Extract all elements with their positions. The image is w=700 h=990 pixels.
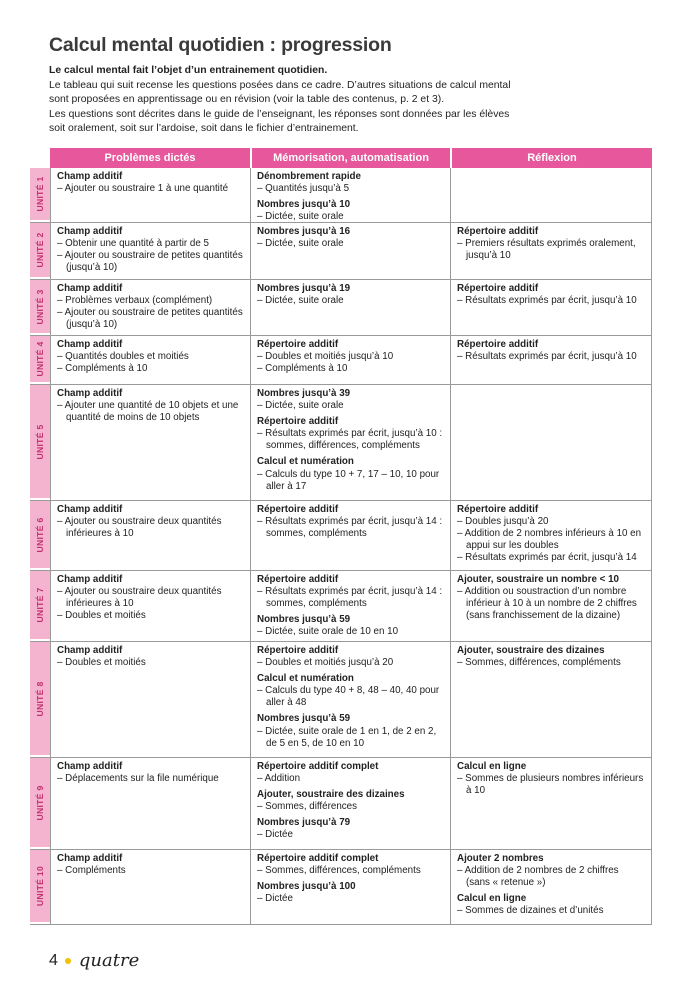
table-row <box>30 642 652 758</box>
group-heading: Calcul et numération <box>257 673 354 685</box>
list-item: – Compléments à 10 <box>257 363 348 375</box>
group-heading: Ajouter, soustraire des dizaines <box>257 789 405 801</box>
content-group <box>57 171 244 195</box>
list-item: – Sommes, différences <box>257 801 358 813</box>
list-item: – Calculs du type 10 + 7, 17 – 10, 10 pour aller à 17 <box>257 468 440 492</box>
group-heading: Champ additif <box>57 853 123 864</box>
table-row <box>30 758 652 850</box>
group-heading: Nombres jusqu’à 19 <box>257 283 351 294</box>
list-item: – Dictée, suite orale <box>257 211 344 223</box>
list-item: – Dictée, suite orale <box>257 400 344 412</box>
content-group <box>257 614 444 638</box>
intro-line: soit oralement, soit sur l’ardoise, soit dans le fichier d’entrainement. <box>49 123 359 135</box>
list-item: – Quantités jusqu’à 5 <box>257 183 350 195</box>
problemes-cell <box>50 571 250 641</box>
group-heading: Nombres jusqu’à 79 <box>257 817 351 829</box>
content-group <box>257 761 444 785</box>
list-item: – Ajouter ou soustraire de petites quantités (jusqu’à 10) <box>57 307 243 331</box>
unit-label-cell <box>30 850 50 924</box>
reflexion-cell <box>450 168 652 222</box>
list-item: – Sommes, différences, compléments <box>257 865 421 877</box>
problemes-cell <box>50 642 250 757</box>
list-item: – Dictée, suite orale de 1 en 1, de 2 en 2, de 5 en 5, de 10 en 10 <box>257 725 437 749</box>
group-heading: Nombres jusqu’à 100 <box>257 881 356 893</box>
content-group <box>57 226 244 274</box>
list-item: – Calculs du type 40 + 8, 48 – 40, 40 pour aller à 48 <box>257 685 440 709</box>
list-item: – Doubles et moitiés jusqu’à 10 <box>257 351 394 363</box>
unit-label-cell <box>30 223 50 279</box>
list-item: – Résultats exprimés par écrit, jusqu’à 10 <box>457 351 637 363</box>
table-row <box>30 501 652 571</box>
reflexion-cell <box>450 280 652 335</box>
table-row <box>30 850 652 925</box>
problemes-cell <box>50 758 250 849</box>
unit-label: UNITÉ 4 <box>35 341 45 377</box>
unit-label: UNITÉ 9 <box>35 784 45 821</box>
unit-label-cell <box>30 336 50 384</box>
reflexion-cell <box>450 758 652 849</box>
intro-paragraph <box>49 64 529 137</box>
header-reflexion: Réflexion <box>450 148 652 168</box>
content-group <box>457 504 645 564</box>
group-heading: Calcul et numération <box>257 456 354 468</box>
content-group <box>57 283 244 331</box>
content-group <box>257 853 444 877</box>
list-item: – Ajouter ou soustraire de petites quantités (jusqu’à 10) <box>57 250 243 274</box>
list-item: – Résultats exprimés par écrit, jusqu’à 14 : sommes, compléments <box>257 586 443 610</box>
header-memorisation: Mémorisation, automatisation <box>250 148 450 168</box>
list-item: – Doubles et moitiés <box>57 657 146 669</box>
unit-label: UNITÉ 8 <box>35 680 45 717</box>
list-item: – Dictée <box>257 829 293 841</box>
unit-label: UNITÉ 7 <box>35 587 45 623</box>
problemes-cell <box>50 385 250 500</box>
group-heading: Répertoire additif <box>457 226 539 237</box>
group-heading: Ajouter, soustraire des dizaines <box>457 645 605 656</box>
header-problemes-dictes: Problèmes dictés <box>104 152 196 164</box>
content-group <box>57 761 244 785</box>
list-item: – Dictée <box>257 893 293 905</box>
group-heading: Répertoire additif complet <box>257 761 379 772</box>
group-heading: Nombres jusqu’à 59 <box>257 713 351 725</box>
reflexion-cell <box>450 850 652 924</box>
bullet-dot-icon <box>65 958 71 964</box>
list-item: – Résultats exprimés par écrit, jusqu’à 10 <box>457 295 637 307</box>
table-row <box>30 571 652 642</box>
intro-line: sont proposées en apprentissage ou en révision (voir la table des contenus, p. 2 et 3). <box>49 94 445 106</box>
group-heading: Champ additif <box>57 339 123 350</box>
group-heading: Dénombrement rapide <box>257 171 361 182</box>
content-group <box>257 645 444 669</box>
group-heading: Champ additif <box>57 388 123 399</box>
group-heading: Répertoire additif <box>457 504 539 515</box>
group-heading: Champ additif <box>57 761 123 772</box>
table-body <box>30 168 652 925</box>
reflexion-cell <box>450 223 652 279</box>
problemes-cell <box>50 501 250 570</box>
memorisation-cell <box>250 571 450 641</box>
list-item: – Premiers résultats exprimés oralement, jusqu’à 10 <box>457 238 636 262</box>
list-item: – Compléments à 10 <box>57 363 148 375</box>
content-group <box>57 574 244 622</box>
content-group <box>457 574 645 622</box>
group-heading: Champ additif <box>57 504 123 515</box>
memorisation-cell <box>250 758 450 849</box>
group-heading: Champ additif <box>57 574 123 585</box>
reflexion-cell <box>450 501 652 570</box>
unit-label-cell <box>30 168 50 222</box>
list-item: – Ajouter une quantité de 10 objets et une quantité de moins de 10 objets <box>57 400 239 424</box>
list-item: – Addition de 2 nombres inférieurs à 10 en appui sur les doubles <box>457 528 642 552</box>
content-group <box>257 226 444 250</box>
group-heading: Ajouter, soustraire un nombre < 10 <box>457 574 619 585</box>
table-row <box>30 336 652 385</box>
content-group <box>257 713 444 749</box>
list-item: – Doubles et moitiés jusqu’à 20 <box>257 657 394 669</box>
group-heading: Répertoire additif <box>257 339 339 350</box>
content-group <box>457 853 645 889</box>
group-heading: Ajouter 2 nombres <box>457 853 544 864</box>
reflexion-cell <box>450 571 652 641</box>
content-group <box>257 283 444 307</box>
problemes-cell <box>50 168 250 222</box>
group-heading: Répertoire additif <box>457 339 539 350</box>
unit-label: UNITÉ 2 <box>35 232 45 268</box>
content-group <box>257 171 444 195</box>
group-heading: Répertoire additif <box>257 645 339 656</box>
list-item: – Ajouter ou soustraire deux quantités inférieures à 10 <box>57 586 222 610</box>
unit-label-cell <box>30 385 50 500</box>
unit-label: UNITÉ 5 <box>35 423 45 460</box>
content-group <box>457 645 645 669</box>
list-item: – Déplacements sur la file numérique <box>57 773 219 785</box>
page-title: Calcul mental quotidien : progression <box>49 34 392 56</box>
problemes-cell <box>50 280 250 335</box>
list-item: – Résultats exprimés par écrit, jusqu’à 14 : sommes, compléments <box>257 516 443 540</box>
list-item: – Sommes de dizaines et d’unités <box>457 905 604 917</box>
intro-line: Le tableau qui suit recense les questions posées dans ce cadre. D’autres situations de calcul mental <box>49 79 511 91</box>
intro-line: Les questions sont décrites dans le guide de l’enseignant, les réponses sont données par les élèves <box>49 108 510 120</box>
group-heading: Répertoire additif <box>457 283 539 294</box>
memorisation-cell <box>250 280 450 335</box>
content-group <box>457 893 645 917</box>
list-item: – Dictée, suite orale <box>257 238 344 250</box>
memorisation-cell <box>250 223 450 279</box>
problemes-cell <box>50 336 250 384</box>
list-item: – Addition <box>257 773 301 785</box>
problemes-cell <box>50 223 250 279</box>
unit-label: UNITÉ 1 <box>35 176 45 212</box>
content-group <box>257 574 444 610</box>
list-item: – Dictée, suite orale de 10 en 10 <box>257 626 399 638</box>
memorisation-cell <box>250 168 450 222</box>
group-heading: Champ additif <box>57 171 123 182</box>
unit-label-cell <box>30 280 50 335</box>
group-heading: Calcul en ligne <box>457 893 527 905</box>
content-group <box>57 504 244 540</box>
content-group <box>257 416 444 452</box>
group-heading: Répertoire additif <box>257 504 339 515</box>
list-item: – Obtenir une quantité à partir de 5 <box>57 238 209 250</box>
unit-label: UNITÉ 3 <box>35 288 45 325</box>
group-heading: Champ additif <box>57 645 123 656</box>
progression-table <box>30 148 652 925</box>
content-group <box>257 673 444 709</box>
table-row <box>30 223 652 280</box>
table-header <box>50 148 652 168</box>
memorisation-cell <box>250 850 450 924</box>
unit-label-cell <box>30 501 50 570</box>
reflexion-cell <box>450 642 652 757</box>
content-group <box>57 853 244 877</box>
content-group <box>257 339 444 375</box>
list-item: – Quantités doubles et moitiés <box>57 351 189 363</box>
list-item: – Dictée, suite orale <box>257 295 344 307</box>
group-heading: Champ additif <box>57 283 123 294</box>
content-group <box>57 388 244 424</box>
table-row <box>30 280 652 336</box>
content-group <box>57 645 244 669</box>
content-group <box>257 388 444 412</box>
page-number-word: quatre <box>78 950 140 971</box>
group-heading: Répertoire additif <box>257 416 339 428</box>
group-heading: Répertoire additif <box>257 574 339 585</box>
reflexion-cell <box>450 336 652 384</box>
content-group <box>257 817 444 841</box>
list-item: – Résultats exprimés par écrit, jusqu’à 10 : sommes, différences, compléments <box>257 428 443 452</box>
unit-label-cell <box>30 571 50 641</box>
group-heading: Répertoire additif complet <box>257 853 379 864</box>
memorisation-cell <box>250 642 450 757</box>
group-heading: Nombres jusqu’à 16 <box>257 226 351 237</box>
unit-label: UNITÉ 10 <box>35 865 45 907</box>
group-heading: Champ additif <box>57 226 123 237</box>
reflexion-cell <box>450 385 652 500</box>
content-group <box>457 339 645 363</box>
list-item: – Sommes, différences, compléments <box>457 657 621 669</box>
page-footer <box>49 950 139 971</box>
content-group <box>257 456 444 492</box>
memorisation-cell <box>250 336 450 384</box>
unit-label-cell <box>30 642 50 757</box>
list-item: – Ajouter ou soustraire deux quantités inférieures à 10 <box>57 516 222 540</box>
memorisation-cell <box>250 501 450 570</box>
list-item: – Addition de 2 nombres de 2 chiffres (sans « retenue ») <box>457 865 619 889</box>
content-group <box>257 504 444 540</box>
group-heading: Calcul en ligne <box>457 761 527 772</box>
group-heading: Nombres jusqu’à 39 <box>257 388 351 399</box>
table-row <box>30 385 652 501</box>
content-group <box>257 199 444 223</box>
list-item: – Problèmes verbaux (complément) <box>57 295 213 307</box>
unit-label: UNITÉ 6 <box>35 516 45 553</box>
memorisation-cell <box>250 385 450 500</box>
problemes-cell <box>50 850 250 924</box>
group-heading: Nombres jusqu’à 10 <box>257 199 351 211</box>
content-group <box>57 339 244 375</box>
list-item: – Addition ou soustraction d’un nombre inférieur à 10 à un nombre de 2 chiffres (sans franchissement de la dizaine) <box>457 586 637 622</box>
content-group <box>457 283 645 307</box>
content-group <box>457 226 645 262</box>
table-row <box>30 168 652 223</box>
intro-lead: Le calcul mental fait l’objet d’un entrainement quotidien. <box>49 65 328 76</box>
list-item: – Doubles jusqu’à 20 <box>457 516 549 528</box>
content-group <box>257 789 444 813</box>
list-item: – Résultats exprimés par écrit, jusqu’à 14 <box>457 552 637 564</box>
list-item: – Compléments <box>57 865 126 877</box>
unit-label-cell <box>30 758 50 849</box>
page-number: 4 <box>49 951 58 969</box>
list-item: – Ajouter ou soustraire 1 à une quantité <box>57 183 229 195</box>
content-group <box>257 881 444 905</box>
group-heading: Nombres jusqu’à 59 <box>257 614 351 626</box>
content-group <box>457 761 645 797</box>
list-item: – Doubles et moitiés <box>57 610 146 622</box>
list-item: – Sommes de plusieurs nombres inférieurs à 10 <box>457 773 644 797</box>
